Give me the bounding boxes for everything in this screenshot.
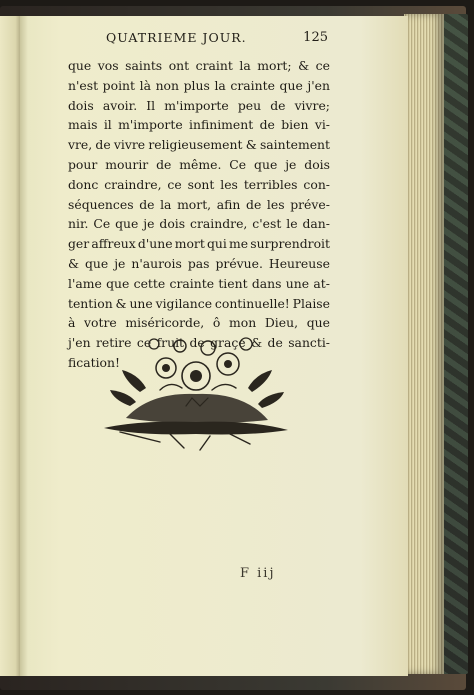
word: séquences	[68, 196, 134, 212]
word: de	[189, 335, 205, 351]
word: plus	[183, 77, 210, 93]
word: saintement	[259, 137, 330, 153]
word: sancti-	[288, 335, 330, 351]
word: cette	[133, 275, 166, 291]
word: surprendroit	[250, 236, 330, 252]
word: vivre	[113, 137, 146, 153]
word: &	[251, 335, 263, 351]
word: mort;	[257, 58, 292, 73]
word: les	[220, 176, 238, 192]
text-line	[68, 274, 330, 294]
word: je	[285, 156, 297, 172]
word: que	[115, 216, 139, 232]
word: là	[139, 77, 151, 93]
word: fication!	[68, 354, 120, 370]
text-line	[68, 175, 330, 195]
word: de	[156, 156, 172, 172]
word: miséricorde,	[125, 315, 205, 331]
word: m'importe	[118, 117, 183, 133]
word: con-	[303, 176, 330, 192]
word: me	[229, 236, 249, 252]
word: la	[214, 77, 226, 93]
word: m'importe	[164, 97, 229, 113]
word: crainte	[230, 77, 275, 93]
signature-mark: F iij	[240, 566, 276, 581]
word: ô	[212, 315, 221, 331]
word: une	[129, 295, 153, 311]
word: Il	[146, 97, 156, 113]
word: de	[267, 335, 283, 351]
word: Plaise	[292, 295, 330, 311]
word: pas	[187, 255, 210, 271]
text-line	[68, 234, 330, 254]
word: dois	[68, 97, 94, 113]
word: à	[68, 315, 76, 331]
word: mais	[68, 117, 98, 133]
word: que	[85, 255, 109, 271]
word: bien	[281, 117, 309, 133]
word: Heureuse	[268, 255, 330, 271]
floral-basket-ornament-icon	[100, 332, 292, 460]
word: at-	[313, 275, 330, 291]
word: que	[68, 58, 92, 73]
word: vigilance	[155, 295, 213, 311]
text-line	[68, 254, 330, 274]
word: le	[286, 216, 298, 232]
word: fruit	[156, 335, 185, 351]
word: craindre,	[104, 176, 162, 192]
word: que	[106, 275, 130, 291]
page-number: 125	[303, 30, 328, 45]
word: tient	[218, 275, 248, 291]
word: pour	[68, 156, 98, 172]
word: ont	[168, 58, 190, 73]
left-page-sliver	[0, 16, 22, 676]
running-title: QUATRIEME JOUR.	[106, 30, 247, 45]
word: dois	[304, 156, 330, 172]
running-header	[88, 30, 328, 52]
word: crainte	[169, 275, 215, 291]
word: l'ame	[68, 275, 102, 291]
word: affreux	[91, 236, 136, 252]
word: vivre;	[294, 97, 330, 113]
word: afin	[216, 196, 241, 212]
page-edges	[404, 14, 444, 674]
word: une	[285, 275, 310, 291]
word: préve-	[290, 196, 330, 212]
text-line	[68, 155, 330, 175]
word: craindre,	[190, 216, 248, 232]
word: continuelle!	[214, 295, 290, 311]
word: que	[254, 156, 278, 172]
word: je	[114, 255, 126, 271]
word: Ce	[229, 156, 247, 172]
word: saints	[125, 58, 163, 73]
word: mort	[174, 236, 205, 252]
word: vi-	[314, 117, 330, 133]
word: donc	[68, 176, 99, 192]
word: peu	[237, 97, 262, 113]
word: infiniment	[189, 117, 254, 133]
word: mourir	[105, 156, 149, 172]
word: que	[279, 77, 303, 93]
text-line	[68, 56, 330, 76]
word: &	[245, 137, 257, 153]
word: dois	[159, 216, 186, 232]
word: n'est	[68, 77, 99, 93]
word: même.	[179, 156, 222, 172]
word: ce	[167, 176, 182, 192]
word: &	[68, 255, 80, 271]
word: il	[103, 117, 112, 133]
word: &	[115, 295, 127, 311]
word: dan-	[302, 216, 330, 232]
word: ce	[136, 335, 152, 351]
word: point	[102, 77, 135, 93]
word: la	[239, 58, 251, 73]
word: ce	[315, 58, 330, 73]
word: non	[155, 77, 179, 93]
word: de	[259, 117, 275, 133]
text-line	[68, 96, 330, 116]
word: Ce	[93, 216, 111, 232]
word: n'aurois	[131, 255, 182, 271]
word: terribles	[243, 176, 298, 192]
text-line	[68, 115, 330, 135]
text-line	[68, 313, 330, 333]
word: vos	[97, 58, 119, 73]
word: la	[160, 196, 172, 212]
word: que	[306, 315, 330, 331]
word: votre	[84, 315, 117, 331]
word: vre,	[68, 137, 93, 153]
text-line	[68, 195, 330, 215]
word: j'en	[68, 335, 91, 351]
body-text	[68, 56, 330, 373]
word: mon	[229, 315, 257, 331]
word: je	[143, 216, 155, 232]
text-line	[68, 76, 330, 96]
word: de	[246, 196, 262, 212]
word: de	[95, 137, 111, 153]
word: graçe	[210, 335, 246, 351]
word: de	[270, 97, 286, 113]
word: tention	[68, 295, 113, 311]
text-line	[68, 214, 330, 234]
word: &	[298, 58, 310, 73]
word: craint	[195, 58, 233, 73]
text-line	[68, 135, 330, 155]
word: qui	[207, 236, 227, 252]
word: c'est	[252, 216, 282, 232]
word: les	[266, 196, 285, 212]
word: nir.	[68, 216, 89, 232]
word: ger	[68, 236, 90, 252]
text-line	[68, 294, 330, 314]
word: sont	[187, 176, 215, 192]
word: j'en	[307, 77, 330, 93]
word: de	[139, 196, 155, 212]
word: dans	[251, 275, 282, 291]
word: prévue.	[215, 255, 263, 271]
word: mort,	[177, 196, 212, 212]
word: religieusement	[148, 137, 243, 153]
word: Dieu,	[264, 315, 299, 331]
word: d'une	[137, 236, 173, 252]
word: retire	[95, 335, 132, 351]
word: avoir.	[102, 97, 138, 113]
